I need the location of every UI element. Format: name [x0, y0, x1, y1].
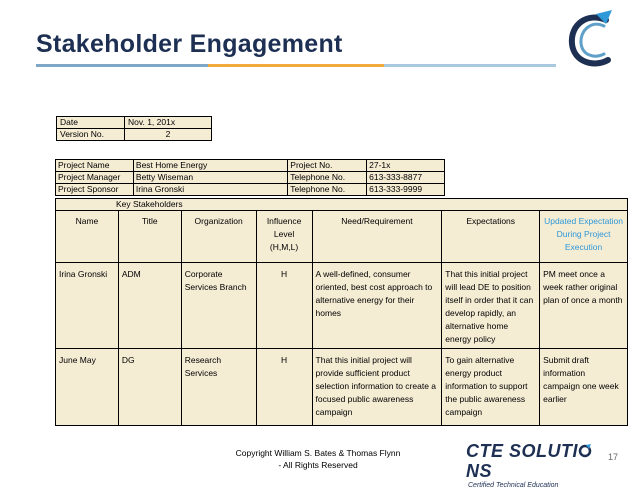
copyright-line-2: - All Rights Reserved	[278, 460, 358, 470]
project-no-label: Project No.	[288, 160, 367, 172]
date-label: Date	[57, 117, 125, 129]
date-row	[57, 117, 212, 129]
document-info-table	[56, 116, 212, 141]
stakeholder-need: That this initial project will provide sufficient product selection information to create a focused public awareness campaign	[312, 349, 442, 426]
copyright-line-1: Copyright William S. Bates & Thomas Flynn	[235, 448, 401, 458]
brand-o-icon	[578, 444, 592, 458]
column-header-need: Need/Requirement	[312, 211, 442, 263]
project-manager-label: Project Manager	[56, 172, 134, 184]
stakeholder-influence: H	[256, 349, 312, 426]
project-name-label: Project Name	[56, 160, 134, 172]
project-name-value: Best Home Energy	[133, 160, 287, 172]
column-header-influence: Influence Level (H,M,L)	[256, 211, 312, 263]
version-label: Version No.	[57, 129, 125, 141]
stakeholder-title: ADM	[118, 263, 181, 349]
project-sponsor-value: Irina Gronski	[133, 184, 287, 196]
stakeholder-expectations: To gain alternative energy product information to support the public awareness campaign	[442, 349, 540, 426]
version-value: 2	[125, 129, 212, 141]
manager-phone-value: 613-333-8877	[367, 172, 445, 184]
stakeholder-name: June May	[56, 349, 119, 426]
manager-phone-label: Telephone No.	[288, 172, 367, 184]
date-value: Nov. 1, 201x	[125, 117, 212, 129]
stakeholder-updated-expectation: Submit draft information campaign one week earlier	[540, 349, 628, 426]
stakeholder-need: A well-defined, consumer oriented, best cost approach to alternative energy for their homes	[312, 263, 442, 349]
column-header-title: Title	[118, 211, 181, 263]
page-number: 17	[608, 452, 619, 462]
column-header-name: Name	[56, 211, 119, 263]
table-row	[56, 349, 628, 426]
project-manager-row	[56, 172, 445, 184]
copyright-notice	[220, 447, 416, 471]
cte-solutions-logo	[466, 441, 619, 490]
brand-tagline: Certified Technical Education	[468, 482, 559, 489]
version-row	[57, 129, 212, 141]
column-header-expectations: Expectations	[442, 211, 540, 263]
project-sponsor-row	[56, 184, 445, 196]
stakeholders-title: Key Stakeholders	[56, 199, 628, 211]
cte-logo-icon	[566, 6, 618, 72]
sponsor-phone-value: 613-333-9999	[367, 184, 445, 196]
stakeholder-title: DG	[118, 349, 181, 426]
table-row	[56, 263, 628, 349]
project-sponsor-label: Project Sponsor	[56, 184, 134, 196]
slide-title: Stakeholder Engagement	[36, 30, 343, 58]
stakeholders-header-row	[56, 211, 628, 263]
stakeholders-title-row	[56, 199, 628, 211]
project-name-row	[56, 160, 445, 172]
brand-name: CTE SOLUTINS	[466, 441, 616, 481]
column-header-organization: Organization	[181, 211, 256, 263]
stakeholder-name: Irina Gronski	[56, 263, 119, 349]
project-manager-value: Betty Wiseman	[133, 172, 287, 184]
project-no-value: 27-1x	[367, 160, 445, 172]
stakeholder-organization: Corporate Services Branch	[181, 263, 256, 349]
stakeholder-updated-expectation: PM meet once a week rather original plan of once a month	[540, 263, 628, 349]
stakeholder-expectations: That this initial project will lead DE to position itself in order that it can develop rapidly, an alternative home energy policy	[442, 263, 540, 349]
stakeholder-influence: H	[256, 263, 312, 349]
stakeholder-organization: Research Services	[181, 349, 256, 426]
sponsor-phone-label: Telephone No.	[288, 184, 367, 196]
key-stakeholders-table	[55, 198, 628, 426]
title-underline	[36, 64, 556, 67]
project-info-table	[55, 159, 445, 196]
column-header-updated-expectation: Updated Expectation During Project Execution	[540, 211, 628, 263]
